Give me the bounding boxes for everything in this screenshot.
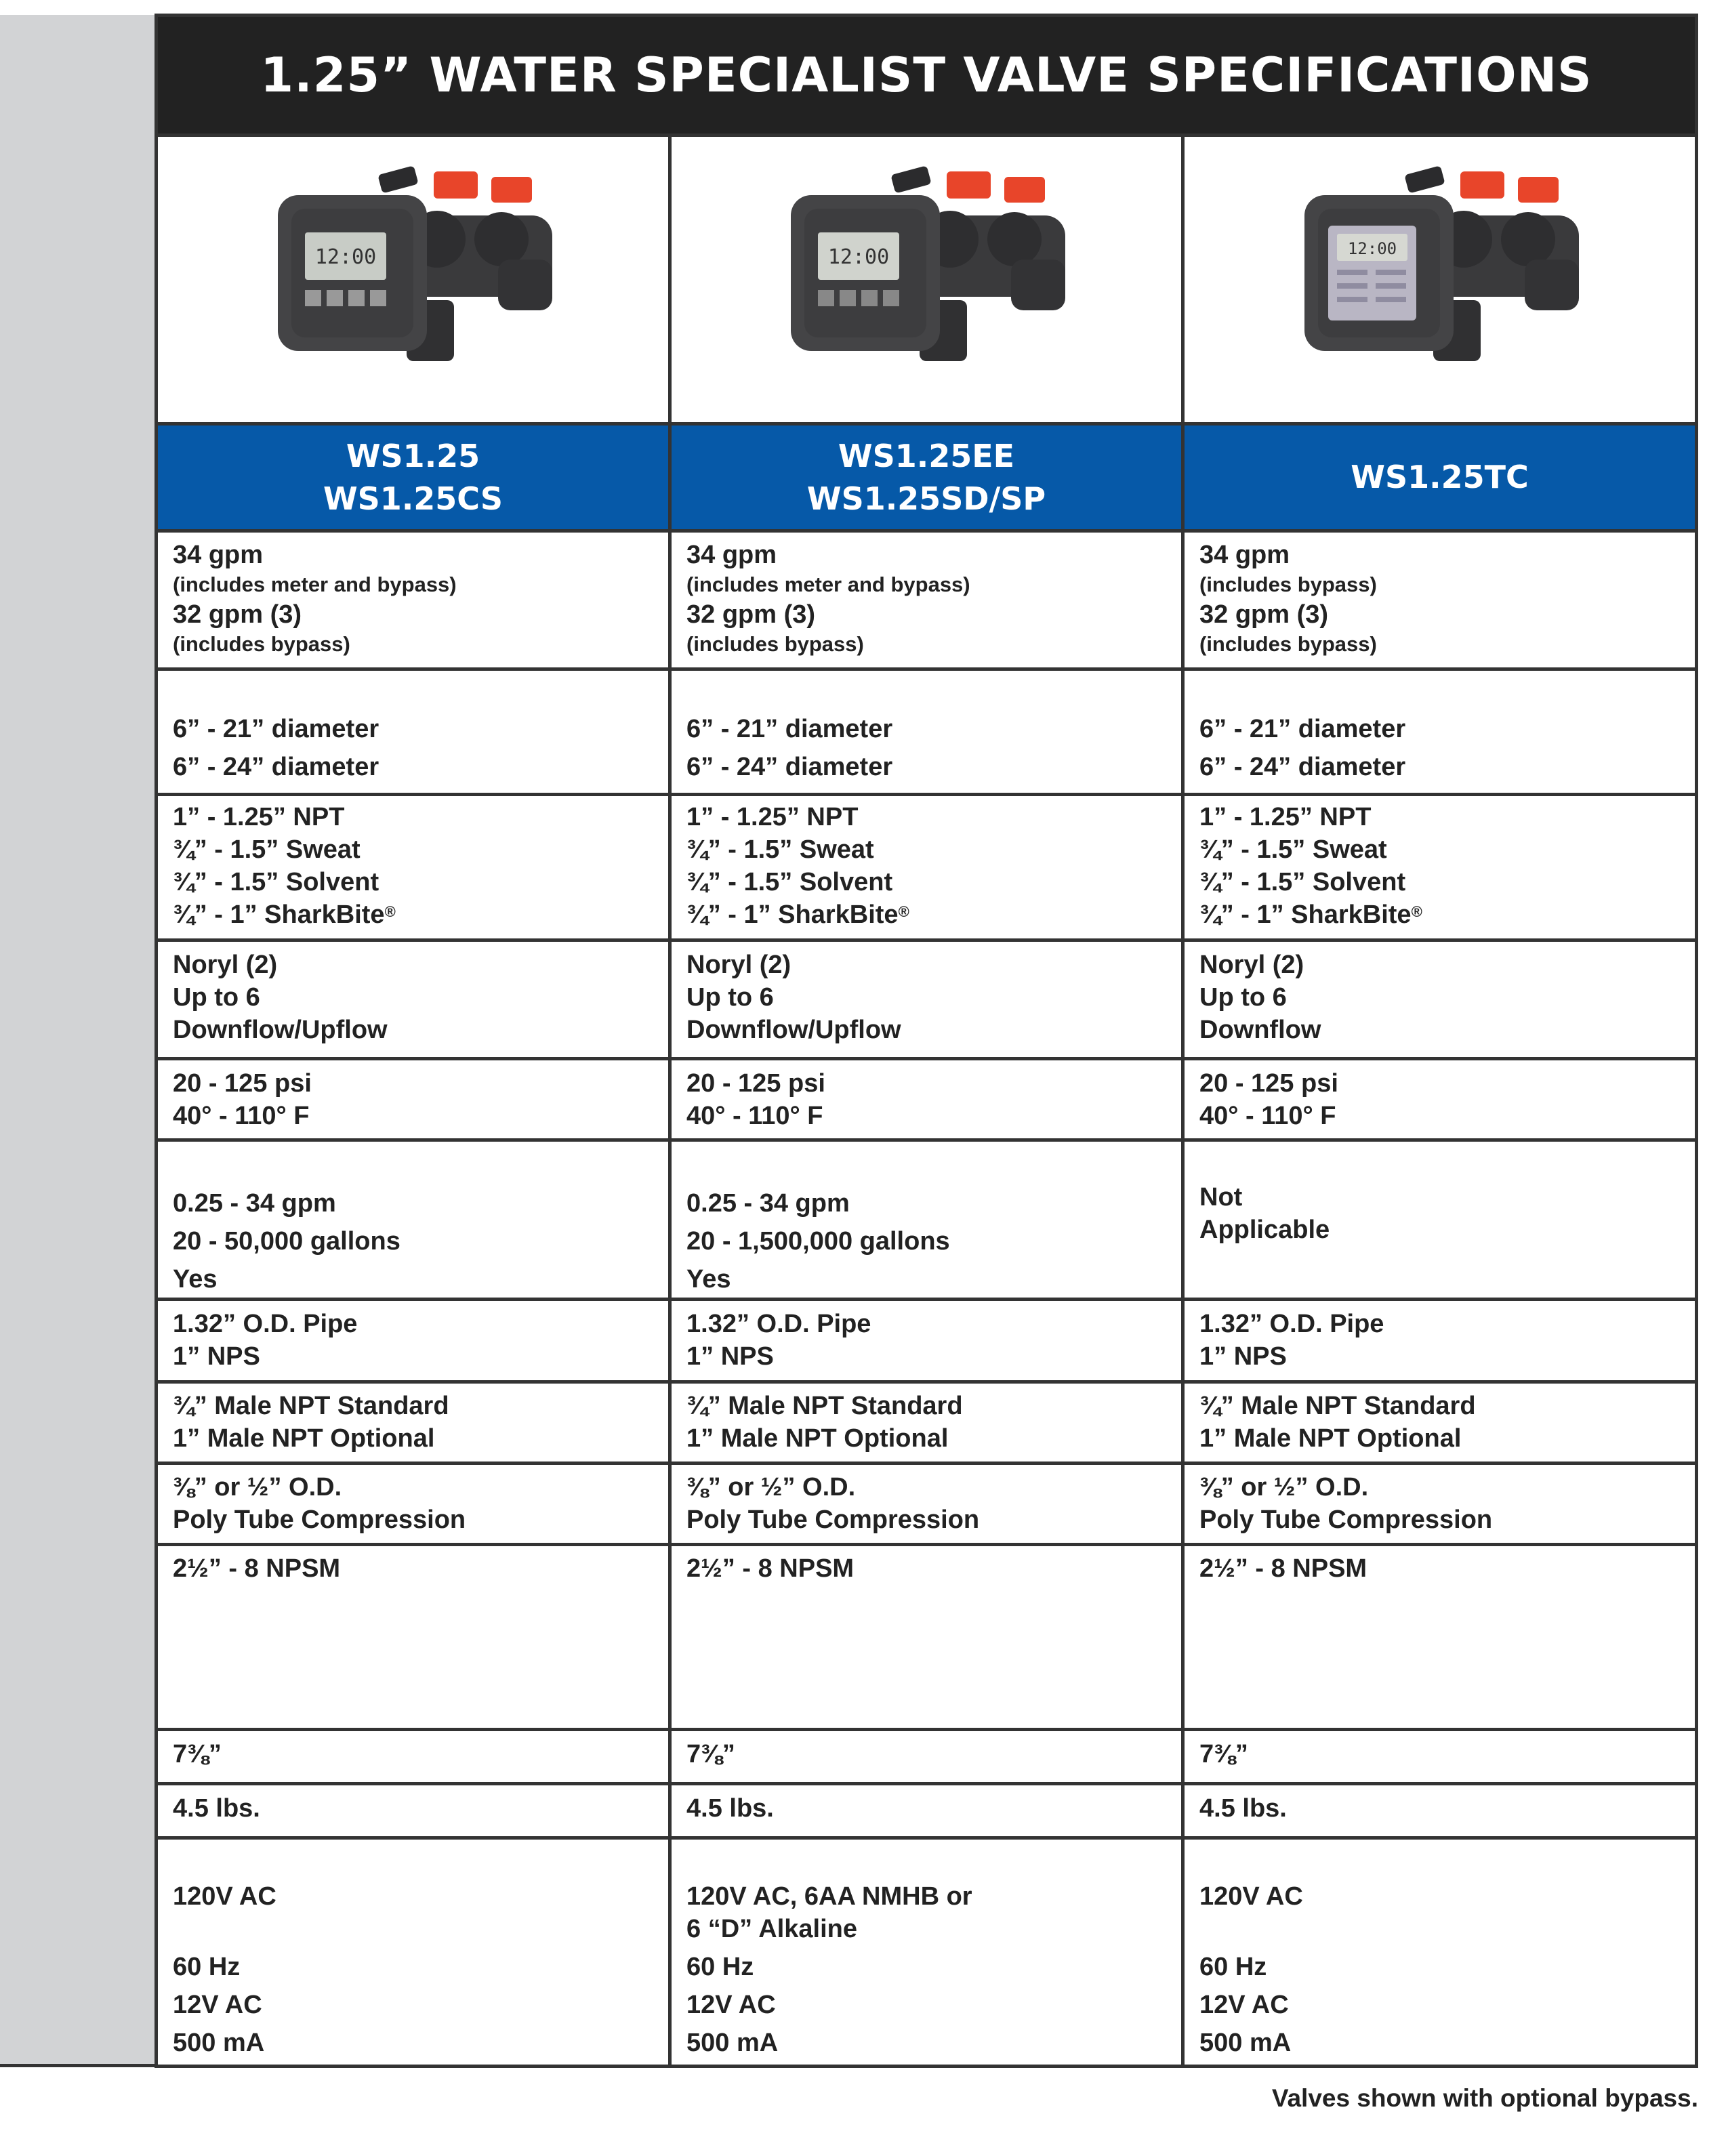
weight-cell: 4.5 lbs. <box>1199 1794 1287 1823</box>
specifications-table <box>155 14 1698 2068</box>
valve-image-cell <box>1185 141 1695 419</box>
distributor-cell: 1.32” O.D. Pipe 1” NPS <box>173 1310 358 1371</box>
brine-cell: ⅜” or ½” O.D. Poly Tube Compression <box>686 1473 980 1534</box>
meter-cell: Not Applicable <box>1199 1183 1330 1244</box>
pressure-temperature-cell: 20 - 125 psi 40° - 110° F <box>1199 1069 1338 1130</box>
row-rule <box>158 133 1695 137</box>
row-rule <box>158 1138 1695 1142</box>
distributor-cell: 1.32” O.D. Pipe 1” NPS <box>1199 1310 1384 1371</box>
flow-rate-cell: 34 gpm (includes bypass) 32 gpm (3) (includes bypass) <box>1199 541 1377 656</box>
valve-photo <box>777 158 1075 402</box>
row-rule <box>158 1782 1695 1785</box>
flow-rate-cell: 34 gpm (includes meter and bypass) 32 gpm (3) (includes bypass) <box>686 541 970 656</box>
model-header <box>672 426 1181 529</box>
model-header <box>1185 426 1695 529</box>
row-rule <box>158 938 1695 942</box>
brine-cell: ⅜” or ½” O.D. Poly Tube Compression <box>173 1473 466 1534</box>
brine-cell: ⅜” or ½” O.D. Poly Tube Compression <box>1199 1473 1493 1534</box>
sidebar-bottom-rule <box>0 2064 157 2067</box>
height-cell: 7⅜” <box>1199 1740 1248 1768</box>
row-rule <box>158 1057 1695 1060</box>
power-cell: 120V AC 60 Hz 12V AC 500 mA <box>173 1882 276 2057</box>
row-rule <box>158 529 1695 533</box>
display-readout: 12:00 <box>314 245 376 269</box>
weight-cell: 4.5 lbs. <box>686 1794 774 1823</box>
pressure-temperature-cell: 20 - 125 psi 40° - 110° F <box>686 1069 825 1130</box>
connections-cell: 1” - 1.25” NPT ¾” - 1.5” Sweat ¾” - 1.5” Solvent ¾” - 1” SharkBite® <box>173 803 396 929</box>
model-name: WS1.25TC <box>1351 459 1529 495</box>
model-name: WS1.25SD/SP <box>806 480 1046 517</box>
power-cell: 120V AC, 6AA NMHB or 6 “D” Alkaline 60 Hz 12V AC 500 mA <box>686 1882 972 2057</box>
drain-cell: ¾” Male NPT Standard 1” Male NPT Optional <box>1199 1392 1476 1453</box>
valve-image-cell <box>158 141 668 419</box>
page-title: 1.25” WATER SPECIALIST VALVE SPECIFICATIONS <box>260 47 1592 103</box>
footnote: Valves shown with optional bypass. <box>1271 2084 1698 2112</box>
row-rule <box>158 1728 1695 1731</box>
height-cell: 7⅜” <box>173 1740 222 1768</box>
sidebar-panel <box>0 15 157 2064</box>
display-readout: 12:00 <box>1347 239 1397 258</box>
thread-cell: 2½” - 8 NPSM <box>1199 1554 1367 1583</box>
valve-photo <box>264 158 562 402</box>
display-readout: 12:00 <box>827 245 890 269</box>
pressure-temperature-cell: 20 - 125 psi 40° - 110° F <box>173 1069 312 1130</box>
connections-cell: 1” - 1.25” NPT ¾” - 1.5” Sweat ¾” - 1.5” Solvent ¾” - 1” SharkBite® <box>686 803 909 929</box>
valve-image-cell <box>672 141 1181 419</box>
drain-cell: ¾” Male NPT Standard 1” Male NPT Optional <box>686 1392 963 1453</box>
thread-cell: 2½” - 8 NPSM <box>686 1554 855 1583</box>
power-cell: 120V AC 60 Hz 12V AC 500 mA <box>1199 1882 1303 2057</box>
tank-size-cell: 6” - 21” diameter 6” - 24” diameter <box>173 715 379 781</box>
drain-cell: ¾” Male NPT Standard 1” Male NPT Optional <box>173 1392 449 1453</box>
material-cell: Noryl (2) Up to 6 Downflow/Upflow <box>173 951 388 1044</box>
model-name: WS1.25 <box>346 437 480 474</box>
material-cell: Noryl (2) Up to 6 Downflow/Upflow <box>686 951 901 1044</box>
connections-cell: 1” - 1.25” NPT ¾” - 1.5” Sweat ¾” - 1.5” Solvent ¾” - 1” SharkBite® <box>1199 803 1422 929</box>
row-rule <box>158 1836 1695 1840</box>
tank-size-cell: 6” - 21” diameter 6” - 24” diameter <box>1199 715 1406 781</box>
row-rule <box>158 1461 1695 1465</box>
model-name: WS1.25CS <box>323 480 503 517</box>
row-rule <box>158 793 1695 796</box>
distributor-cell: 1.32” O.D. Pipe 1” NPS <box>686 1310 871 1371</box>
meter-cell: 0.25 - 34 gpm 20 - 1,500,000 gallons Yes <box>686 1189 950 1293</box>
tank-size-cell: 6” - 21” diameter 6” - 24” diameter <box>686 715 893 781</box>
flow-rate-cell: 34 gpm (includes meter and bypass) 32 gpm (3) (includes bypass) <box>173 541 457 656</box>
height-cell: 7⅜” <box>686 1740 735 1768</box>
row-rule <box>158 667 1695 671</box>
row-rule <box>158 1543 1695 1546</box>
model-header <box>158 426 668 529</box>
title-bar <box>158 17 1695 133</box>
row-rule <box>158 1380 1695 1384</box>
valve-photo <box>1291 158 1589 402</box>
model-name: WS1.25EE <box>838 437 1015 474</box>
material-cell: Noryl (2) Up to 6 Downflow <box>1199 951 1321 1044</box>
thread-cell: 2½” - 8 NPSM <box>173 1554 341 1583</box>
weight-cell: 4.5 lbs. <box>173 1794 260 1823</box>
meter-cell: 0.25 - 34 gpm 20 - 50,000 gallons Yes <box>173 1189 400 1293</box>
